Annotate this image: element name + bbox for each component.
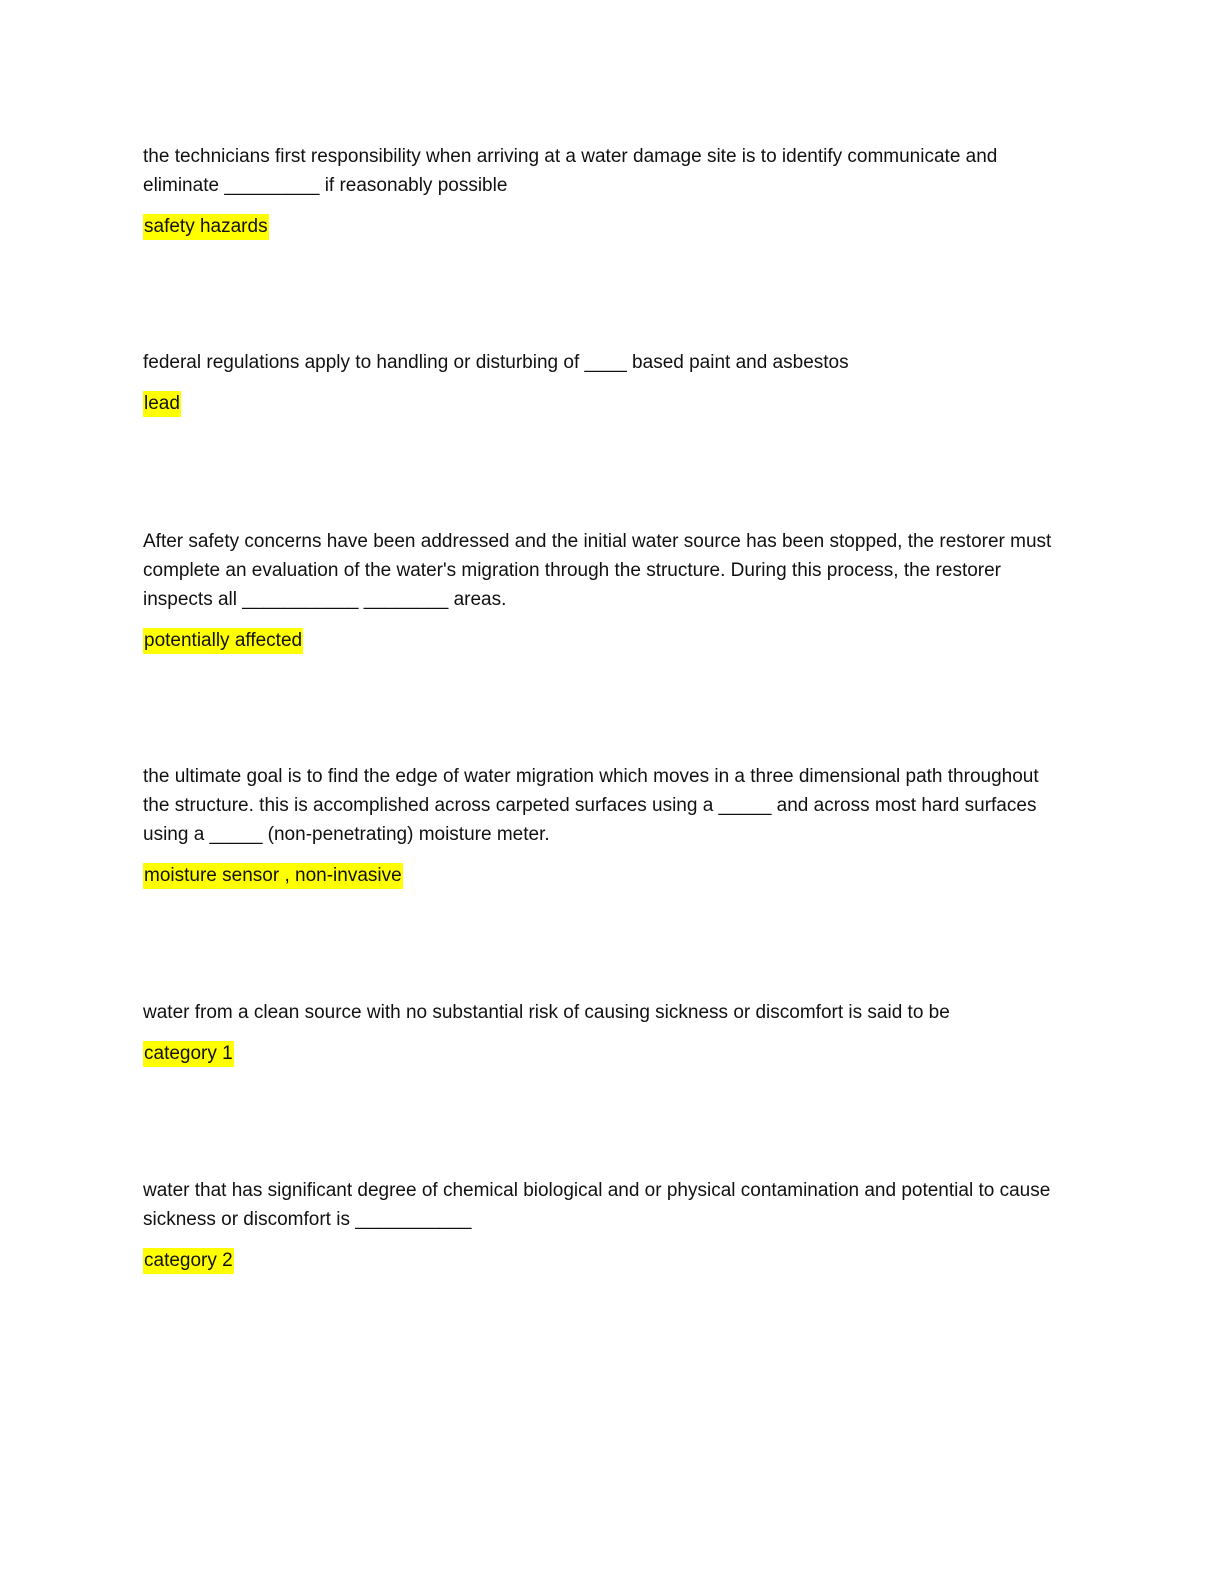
qa-item	[143, 762, 1063, 891]
qa-item	[143, 142, 1063, 242]
question-text: water that has significant degree of chemical biological and or physical contamination and potential to cause sickness or discomfort is ___________	[143, 1180, 1051, 1230]
qa-item	[143, 998, 1063, 1069]
answer-row	[143, 214, 1063, 242]
qa-item	[143, 527, 1063, 656]
answer-row	[143, 863, 1063, 891]
highlighted-answer: lead	[143, 391, 181, 417]
highlighted-answer: safety hazards	[143, 214, 269, 240]
highlighted-answer: moisture sensor , non-invasive	[143, 863, 403, 889]
question-text: the technicians first responsibility when arriving at a water damage site is to identify communicate and eliminate _________ if reasonably possible	[143, 146, 998, 196]
qa-item	[143, 1176, 1063, 1276]
question-text: the ultimate goal is to find the edge of water migration which moves in a three dimensional path throughout the structure. this is accomplished across carpeted surfaces using a _____ and across most hard surfaces using a _____ (non-penetrating) moisture meter.	[143, 766, 1039, 845]
qa-item	[143, 348, 1063, 419]
highlighted-answer: category 1	[143, 1041, 234, 1067]
question-text: water from a clean source with no substantial risk of causing sickness or discomfort is said to be	[143, 1002, 950, 1023]
answer-row	[143, 1041, 1063, 1069]
question-text: federal regulations apply to handling or disturbing of ____ based paint and asbestos	[143, 352, 849, 373]
answer-row	[143, 391, 1063, 419]
highlighted-answer: category 2	[143, 1248, 234, 1274]
answer-row	[143, 1248, 1063, 1276]
answer-row	[143, 628, 1063, 656]
question-text: After safety concerns have been addressed and the initial water source has been stopped, the restorer must complete an evaluation of the water's migration through the structure. During this process, the restorer inspects all ___________ ________ areas.	[143, 531, 1052, 610]
highlighted-answer: potentially affected	[143, 628, 303, 654]
